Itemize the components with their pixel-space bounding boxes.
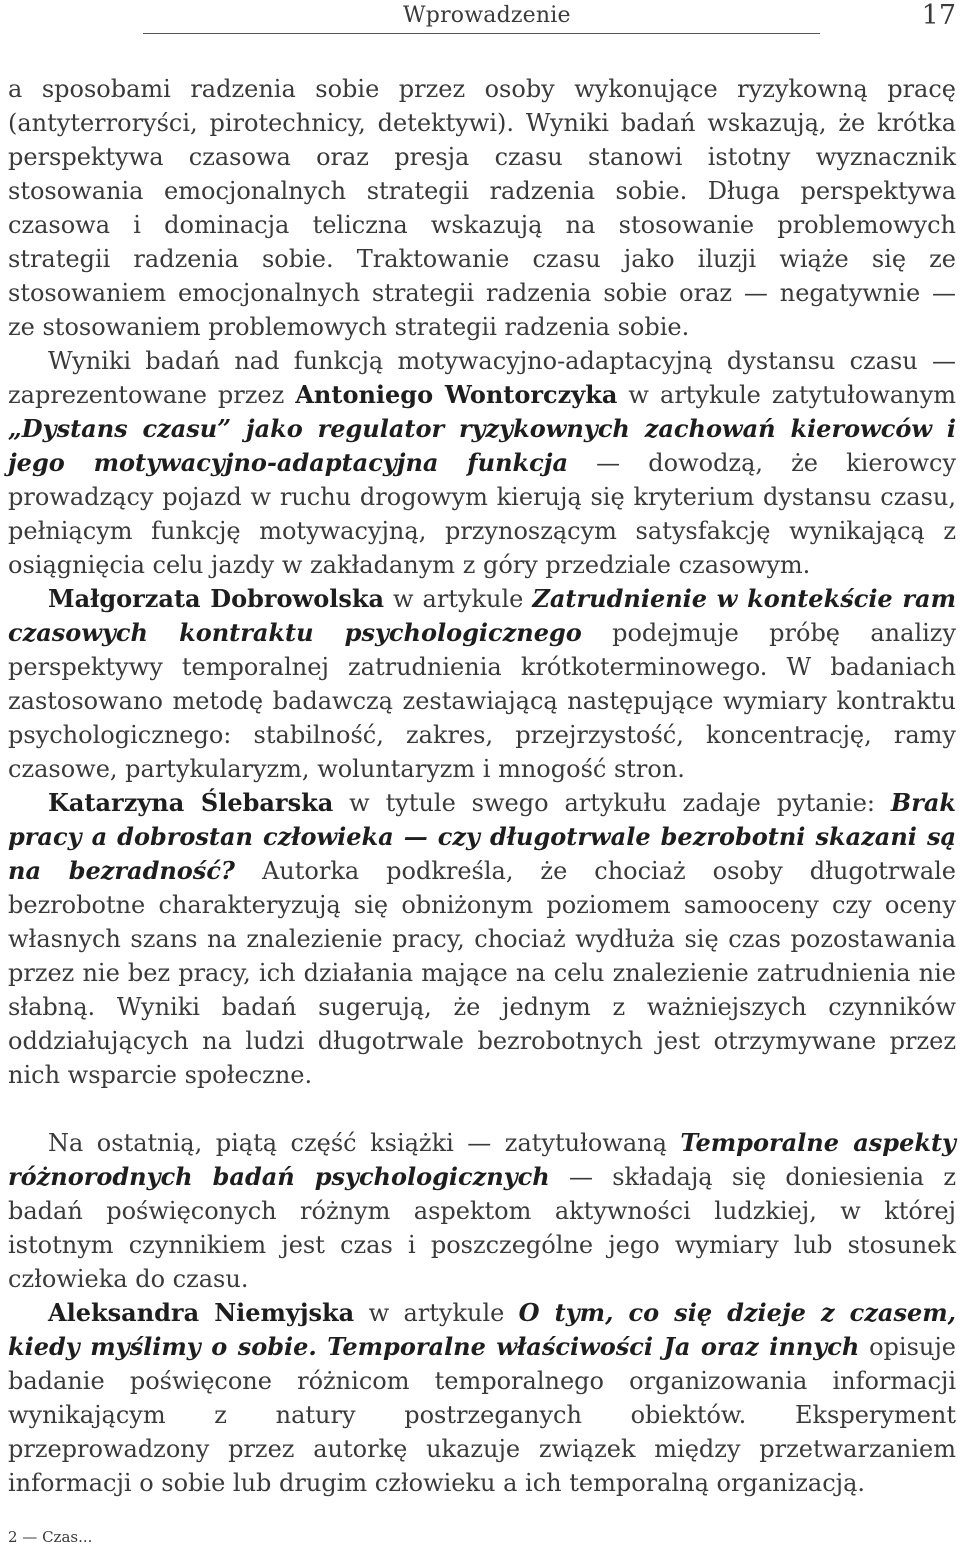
paragraph-6 [8, 1296, 956, 1500]
paragraph-4 [8, 786, 956, 1092]
paragraph-2 [8, 344, 956, 582]
header-rule [143, 33, 820, 34]
author-name: Katarzyna Ślebarska [48, 788, 334, 817]
paragraph-text: Autorka podkreśla, że chociaż osoby długotrwale bezrobotne charakteryzują się obniżonym poziomem samooceny czy oceny własnych szans na znalezienie pracy, chociaż wydłuża się czas pozostawania przez nie bez pracy, ich działania mające na celu znalezienie zatrudnienia nie słabną. Wyniki badań sugerują, że jednym z ważniejszych czynników oddziałujących na ludzi długotrwale bezrobotnych jest otrzymywane przez nich wsparcie społeczne. [8, 857, 957, 1089]
author-name: Małgorzata Dobrowolska [48, 584, 385, 613]
paragraph-text: Na ostatnią, piątą część książki — zatytułowaną [48, 1129, 681, 1157]
paragraph-text: w artykule [384, 585, 533, 613]
paragraph-text: w artykule zatytułowanym [617, 381, 957, 409]
paragraph-3 [8, 582, 956, 786]
paragraph-text: w artykule [354, 1299, 519, 1327]
paragraph-text: opisuje badanie poświęcone różnicom temporalnego organizowania informacji wynikającym z natury postrzeganych obiektów. Eksperyment przeprowadzony przez autorkę ukazuje związek między przetwarzaniem informacji o sobie lub drugim człowieku a ich temporalną organizacją. [8, 1333, 956, 1497]
article-title: Zatrudnienie w kontekście ram czasowych kontraktu psychologicznego [8, 584, 956, 647]
paragraph-text: w tytule swego artykułu zadaje pytanie: [333, 789, 891, 817]
article-title: „Dystans czasu” jako regulator ryzykownych zachowań kierowców i jego motywacyjno-adaptacyjna funkcja [8, 414, 956, 477]
paragraph-1 [8, 72, 956, 344]
paragraph-text: podejmuje próbę analizy perspektywy temporalnej zatrudnienia krótkoterminowego. W badaniach zastosowano metodę badawczą zestawiającą następujące wymiary kontraktu psychologicznego: stabilność, zakres, przejrzystość, koncentrację, ramy czasowe, partykularyzm, woluntaryzm i mnogość stron. [8, 619, 956, 783]
page-number: 17 [921, 0, 956, 31]
body-text [8, 72, 956, 1500]
chapter-title: Wprowadzenie [403, 3, 571, 28]
article-title: O tym, co się dzieje z czasem, kiedy myślimy o sobie. Temporalne właściwości Ja oraz innych [8, 1298, 956, 1361]
author-name: Aleksandra Niemyjska [48, 1298, 355, 1327]
paragraph-text: — dowodzą, że kierowcy prowadzący pojazd w ruchu drogowym kierują się kryterium dystansu czasu, pełniącym funkcję motywacyjną, przynoszącym satysfakcję wynikającą z osiągnięcia celu jazdy w zakładanym z góry przedziale czasowym. [8, 449, 956, 579]
running-header [0, 0, 960, 40]
paragraph-text: a sposobami radzenia sobie przez osoby wykonujące ryzykowną pracę (antyterroryści, pirotechnicy, detektywi). Wyniki badań wskazują, że krótka perspektywa czasowa oraz presja czasu stanowi istotny wyznacznik stosowania emocjonalnych strategii radzenia sobie. Długa perspektywa czasowa i dominacja teliczna wskazują na stosowanie problemowych strategii radzenia sobie. Traktowanie czasu jako iluzji wiąże się ze stosowaniem emocjonalnych strategii radzenia sobie oraz — negatywnie — ze stosowaniem problemowych strategii radzenia sobie. [8, 75, 956, 341]
author-name: Antoniego Wontorczyka [295, 380, 618, 409]
paragraph-5 [8, 1126, 956, 1296]
paragraph-text: — składają się doniesienia z badań poświęconych różnym aspektom aktywności ludzkiej, w której istotnym czynnikiem jest czas i poszczególne jego wymiary lub stosunek człowieka do czasu. [8, 1163, 956, 1293]
sheet-signature: 2 — Czas... [8, 1528, 93, 1546]
paragraph-text: Wyniki badań nad funkcją motywacyjno-adaptacyjną dystansu czasu — zaprezentowane przez [8, 347, 956, 409]
part-title: Temporalne aspekty różnorodnych badań psychologicznych [8, 1128, 956, 1191]
article-title: Brak pracy a dobrostan człowieka — czy długotrwale bezrobotni skazani są na bezradność? [8, 788, 957, 885]
